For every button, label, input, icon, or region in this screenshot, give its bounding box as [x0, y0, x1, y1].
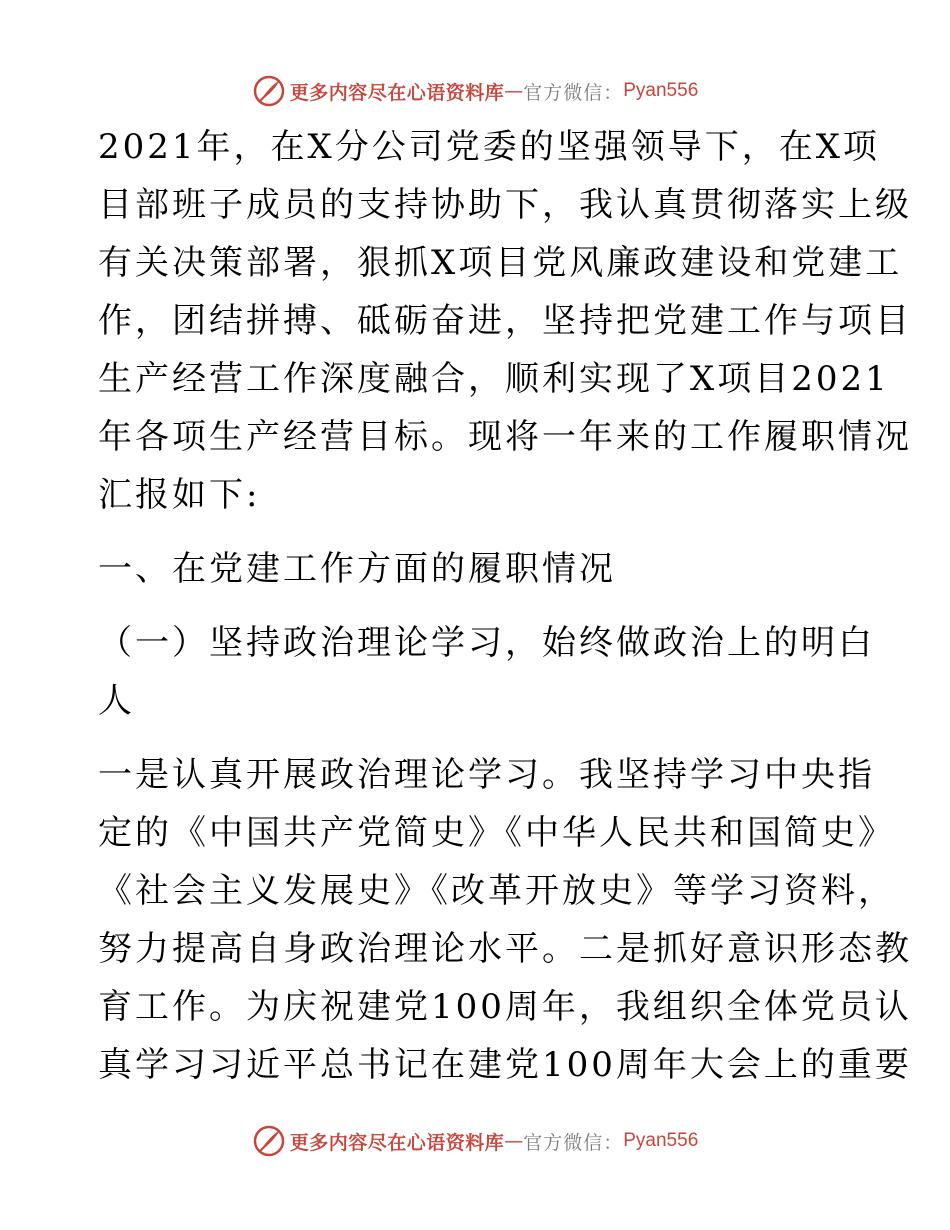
wechat-label: 官方微信：	[523, 81, 624, 104]
text-line: 人	[98, 681, 135, 721]
text-line: 努力提高自身政治理论水平。二是抓好意识形态教	[98, 929, 912, 969]
brand-text: 更多内容尽在心语资料库	[289, 81, 505, 104]
text-line: 生产经营工作深度融合，顺利实现了X项目2021	[98, 359, 890, 399]
text-line: 有关决策部署，狠抓X项目党风廉政建设和党建工	[98, 243, 903, 283]
document-body	[98, 118, 912, 1094]
feather-quill-icon	[252, 1124, 286, 1158]
wechat-id: Pyan556	[623, 80, 699, 101]
footer-banner	[0, 1121, 950, 1161]
separator: —	[504, 1130, 524, 1152]
subsection-heading	[98, 614, 875, 730]
text-line: 真学习习近平总书记在建党100周年大会上的重要	[98, 1045, 912, 1085]
text-line: 汇报如下:	[98, 475, 261, 515]
intro-paragraph	[98, 118, 912, 524]
text-line: 目部班子成员的支持协助下，我认真贯彻落实上级	[98, 185, 912, 225]
text-line: 育工作。为庆祝建党100周年，我组织全体党员认	[98, 987, 912, 1027]
text-line: 年各项生产经营目标。现将一年来的工作履职情况	[98, 417, 912, 457]
text-line: 定的《中国共产党简史》《中华人民共和国简史》	[98, 813, 895, 853]
text-line: 作，团结拼搏、砥砺奋进，坚持把党建工作与项目	[98, 301, 912, 341]
brand-text: 更多内容尽在心语资料库	[289, 1131, 505, 1154]
text-line: 《社会主义发展史》《改革开放史》等学习资料，	[98, 871, 895, 911]
header-banner	[0, 71, 950, 111]
text-line: 一是认真开展政治理论学习。我坚持学习中央指	[98, 755, 875, 795]
separator: —	[504, 80, 524, 102]
body-paragraph	[98, 746, 912, 1094]
section-heading: 一、在党建工作方面的履职情况	[98, 549, 616, 589]
feather-quill-icon	[252, 74, 286, 108]
wechat-label: 官方微信：	[523, 1131, 624, 1154]
text-line: （一）坚持政治理论学习，始终做政治上的明白	[98, 623, 875, 663]
wechat-id: Pyan556	[623, 1130, 699, 1151]
text-line: 2021年，在X分公司党委的坚强领导下，在X项	[98, 127, 880, 167]
